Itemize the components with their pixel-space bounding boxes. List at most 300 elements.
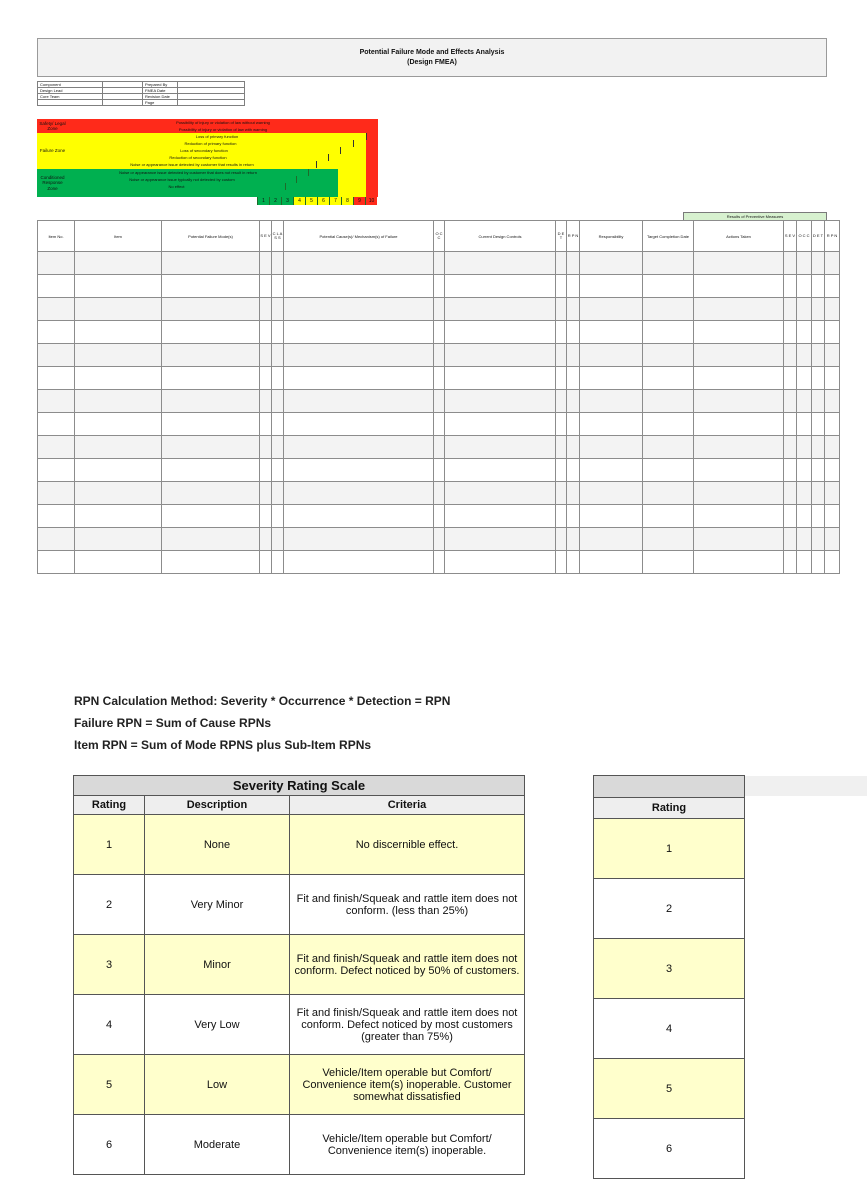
table-cell[interactable] <box>797 482 812 505</box>
table-cell[interactable] <box>75 252 162 275</box>
table-cell[interactable] <box>434 528 445 551</box>
table-cell[interactable] <box>797 413 812 436</box>
table-cell[interactable] <box>445 528 556 551</box>
severity-number: 1 <box>257 197 269 205</box>
table-cell[interactable] <box>643 321 694 344</box>
table-cell[interactable] <box>567 528 580 551</box>
table-cell[interactable] <box>643 505 694 528</box>
table-cell[interactable] <box>643 482 694 505</box>
table-cell[interactable] <box>260 505 272 528</box>
table-cell[interactable] <box>567 344 580 367</box>
table-cell[interactable] <box>556 482 567 505</box>
table-cell[interactable] <box>580 252 643 275</box>
table-cell[interactable] <box>812 252 825 275</box>
table-cell[interactable] <box>260 459 272 482</box>
table-cell[interactable] <box>38 528 75 551</box>
second-scale-rating: 2 <box>594 879 745 939</box>
table-cell[interactable] <box>812 551 825 574</box>
table-cell[interactable] <box>567 298 580 321</box>
severity-scale-row <box>74 1115 525 1175</box>
table-cell[interactable] <box>825 344 840 367</box>
table-cell[interactable] <box>434 459 445 482</box>
table-cell[interactable] <box>812 321 825 344</box>
table-cell[interactable] <box>694 275 784 298</box>
table-row <box>38 482 840 505</box>
table-cell[interactable] <box>812 528 825 551</box>
table-cell[interactable] <box>272 321 284 344</box>
table-cell[interactable] <box>643 275 694 298</box>
table-cell[interactable] <box>445 252 556 275</box>
table-cell[interactable] <box>556 367 567 390</box>
table-cell[interactable] <box>556 321 567 344</box>
table-cell[interactable] <box>162 344 260 367</box>
table-cell[interactable] <box>797 436 812 459</box>
table-cell[interactable] <box>434 436 445 459</box>
second-scale-rating: 5 <box>594 1059 745 1119</box>
table-cell[interactable] <box>75 390 162 413</box>
table-cell[interactable] <box>38 344 75 367</box>
table-cell[interactable] <box>434 505 445 528</box>
table-cell[interactable] <box>694 413 784 436</box>
table-cell[interactable] <box>567 551 580 574</box>
table-cell[interactable] <box>556 413 567 436</box>
table-cell[interactable] <box>797 298 812 321</box>
severity-bar-3: Noise or appearance issue detected by customer that does not result in return <box>68 169 309 176</box>
table-cell[interactable] <box>162 252 260 275</box>
table-cell[interactable] <box>694 321 784 344</box>
col-det: D E T <box>556 221 567 252</box>
severity-number: 9 <box>353 197 365 205</box>
table-cell[interactable] <box>580 344 643 367</box>
table-cell[interactable] <box>284 252 434 275</box>
severity-number: 10 <box>365 197 377 205</box>
rpn-notes <box>74 690 450 756</box>
table-cell[interactable] <box>643 528 694 551</box>
table-cell[interactable] <box>272 551 284 574</box>
table-cell[interactable] <box>556 459 567 482</box>
table-cell[interactable] <box>272 275 284 298</box>
table-cell[interactable] <box>556 551 567 574</box>
table-row <box>38 551 840 574</box>
table-cell[interactable] <box>580 321 643 344</box>
table-cell[interactable] <box>784 275 797 298</box>
table-cell[interactable] <box>643 413 694 436</box>
table-cell[interactable] <box>567 321 580 344</box>
table-cell[interactable] <box>284 505 434 528</box>
table-cell[interactable] <box>75 275 162 298</box>
table-row <box>38 413 840 436</box>
table-cell[interactable] <box>445 367 556 390</box>
table-cell[interactable] <box>38 390 75 413</box>
table-cell[interactable] <box>825 321 840 344</box>
severity-rating: 1 <box>74 815 145 875</box>
table-cell[interactable] <box>825 252 840 275</box>
severity-criteria: Vehicle/Item operable but Comfort/ Convenience item(s) inoperable. Customer somewhat dissatisfied <box>290 1055 525 1115</box>
table-cell[interactable] <box>434 275 445 298</box>
table-cell[interactable] <box>825 505 840 528</box>
table-cell[interactable] <box>643 344 694 367</box>
table-cell[interactable] <box>643 298 694 321</box>
table-cell[interactable] <box>580 413 643 436</box>
table-cell[interactable] <box>284 275 434 298</box>
table-cell[interactable] <box>784 528 797 551</box>
col-responsibility: Responsibility <box>580 221 643 252</box>
table-cell[interactable] <box>162 551 260 574</box>
table-cell[interactable] <box>260 482 272 505</box>
table-cell[interactable] <box>812 459 825 482</box>
table-cell[interactable] <box>694 528 784 551</box>
table-cell[interactable] <box>38 436 75 459</box>
table-cell[interactable] <box>643 436 694 459</box>
table-cell[interactable] <box>812 298 825 321</box>
table-cell[interactable] <box>38 459 75 482</box>
table-cell[interactable] <box>556 298 567 321</box>
table-cell[interactable] <box>556 505 567 528</box>
table-cell[interactable] <box>38 252 75 275</box>
severity-description: Very Low <box>145 995 290 1055</box>
table-cell[interactable] <box>38 321 75 344</box>
table-cell[interactable] <box>580 551 643 574</box>
table-cell[interactable] <box>580 390 643 413</box>
table-cell[interactable] <box>434 252 445 275</box>
table-cell[interactable] <box>284 436 434 459</box>
table-row <box>38 252 840 275</box>
table-cell[interactable] <box>812 413 825 436</box>
col-failure-mode: Potential Failure Mode(s) <box>162 221 260 252</box>
table-cell[interactable] <box>272 413 284 436</box>
table-cell[interactable] <box>784 551 797 574</box>
table-cell[interactable] <box>445 344 556 367</box>
table-cell[interactable] <box>556 275 567 298</box>
table-cell[interactable] <box>284 413 434 436</box>
table-cell[interactable] <box>812 275 825 298</box>
table-cell[interactable] <box>75 413 162 436</box>
table-cell[interactable] <box>784 390 797 413</box>
table-cell[interactable] <box>272 459 284 482</box>
table-cell[interactable] <box>556 436 567 459</box>
table-cell[interactable] <box>556 344 567 367</box>
table-cell[interactable] <box>784 344 797 367</box>
table-cell[interactable] <box>797 344 812 367</box>
severity-bar-10: Possibility of injury or violation of law without warning <box>176 120 270 125</box>
table-cell[interactable] <box>284 528 434 551</box>
table-cell[interactable] <box>434 367 445 390</box>
table-cell[interactable] <box>434 390 445 413</box>
severity-bar-9: Possibility of injury or violation of law with warning <box>178 127 268 132</box>
table-row <box>38 505 840 528</box>
table-cell[interactable] <box>260 436 272 459</box>
table-cell[interactable] <box>272 436 284 459</box>
table-cell[interactable] <box>445 390 556 413</box>
table-cell[interactable] <box>784 413 797 436</box>
table-cell[interactable] <box>643 367 694 390</box>
severity-number: 8 <box>341 197 353 205</box>
table-cell[interactable] <box>797 252 812 275</box>
severity-scale-header-description: Description <box>145 796 290 815</box>
table-cell[interactable] <box>284 298 434 321</box>
table-cell[interactable] <box>797 459 812 482</box>
table-cell[interactable] <box>445 482 556 505</box>
table-cell[interactable] <box>434 482 445 505</box>
severity-bar-1: No effect <box>68 183 286 190</box>
table-cell[interactable] <box>75 528 162 551</box>
table-cell[interactable] <box>260 298 272 321</box>
table-cell[interactable] <box>75 298 162 321</box>
severity-bar-8: Loss of primary function <box>68 133 367 140</box>
table-cell[interactable] <box>162 367 260 390</box>
col-cause: Potential Cause(s)/ Mechanism(s) of Failure <box>284 221 434 252</box>
table-cell[interactable] <box>162 321 260 344</box>
table-cell[interactable] <box>272 367 284 390</box>
table-cell[interactable] <box>812 390 825 413</box>
table-cell[interactable] <box>694 459 784 482</box>
table-cell[interactable] <box>162 436 260 459</box>
table-cell[interactable] <box>797 505 812 528</box>
table-cell[interactable] <box>284 367 434 390</box>
severity-description: Minor <box>145 935 290 995</box>
table-cell[interactable] <box>162 528 260 551</box>
rpn-note-calculation: RPN Calculation Method: Severity * Occurrence * Detection = RPN <box>74 694 451 708</box>
table-cell[interactable] <box>162 459 260 482</box>
table-cell[interactable] <box>38 413 75 436</box>
zone-conditioned-response: Conditioned Response Zone <box>37 169 68 197</box>
col-target-date: Target Completion Date <box>643 221 694 252</box>
table-cell[interactable] <box>272 298 284 321</box>
table-cell[interactable] <box>434 321 445 344</box>
table-cell[interactable] <box>580 275 643 298</box>
rpn-note-failure: Failure RPN = Sum of Cause RPNs <box>74 716 272 730</box>
table-cell[interactable] <box>580 298 643 321</box>
table-cell[interactable] <box>284 459 434 482</box>
adjacent-scale-strip <box>744 776 867 796</box>
table-cell[interactable] <box>567 459 580 482</box>
col-item: Item <box>75 221 162 252</box>
table-cell[interactable] <box>694 390 784 413</box>
table-cell[interactable] <box>556 252 567 275</box>
table-cell[interactable] <box>260 321 272 344</box>
table-cell[interactable] <box>694 252 784 275</box>
severity-scale-row <box>74 815 525 875</box>
table-cell[interactable] <box>75 367 162 390</box>
table-cell[interactable] <box>784 459 797 482</box>
table-cell[interactable] <box>38 551 75 574</box>
table-cell[interactable] <box>567 367 580 390</box>
table-cell[interactable] <box>272 528 284 551</box>
severity-rating: 3 <box>74 935 145 995</box>
table-cell[interactable] <box>434 298 445 321</box>
severity-scale-row <box>74 1055 525 1115</box>
table-cell[interactable] <box>162 298 260 321</box>
severity-description: Very Minor <box>145 875 290 935</box>
table-cell[interactable] <box>272 252 284 275</box>
severity-number: 6 <box>317 197 329 205</box>
table-cell[interactable] <box>162 275 260 298</box>
table-cell[interactable] <box>643 459 694 482</box>
severity-bar-5: Reduction of secondary function <box>68 154 329 161</box>
table-cell[interactable] <box>38 367 75 390</box>
table-cell[interactable] <box>445 321 556 344</box>
table-cell[interactable] <box>567 252 580 275</box>
table-cell[interactable] <box>556 528 567 551</box>
table-cell[interactable] <box>162 505 260 528</box>
table-cell[interactable] <box>162 482 260 505</box>
table-cell[interactable] <box>797 367 812 390</box>
info-label-design-lead: Design Lead <box>38 88 103 94</box>
second-scale-header-rating: Rating <box>594 798 745 819</box>
table-cell[interactable] <box>694 367 784 390</box>
severity-scale-row <box>74 935 525 995</box>
table-cell[interactable] <box>825 482 840 505</box>
table-cell[interactable] <box>260 528 272 551</box>
table-cell[interactable] <box>75 482 162 505</box>
info-label-page: Page <box>143 100 178 106</box>
table-cell[interactable] <box>445 275 556 298</box>
table-cell[interactable] <box>825 298 840 321</box>
table-cell[interactable] <box>38 482 75 505</box>
table-cell[interactable] <box>434 413 445 436</box>
table-cell[interactable] <box>567 413 580 436</box>
table-cell[interactable] <box>784 367 797 390</box>
table-cell[interactable] <box>567 390 580 413</box>
table-cell[interactable] <box>580 436 643 459</box>
table-cell[interactable] <box>75 505 162 528</box>
table-cell[interactable] <box>784 321 797 344</box>
table-cell[interactable] <box>580 528 643 551</box>
table-cell[interactable] <box>284 551 434 574</box>
table-cell[interactable] <box>567 482 580 505</box>
table-cell[interactable] <box>825 459 840 482</box>
table-cell[interactable] <box>825 275 840 298</box>
table-cell[interactable] <box>75 459 162 482</box>
info-value-page[interactable] <box>178 100 245 106</box>
table-cell[interactable] <box>825 551 840 574</box>
table-cell[interactable] <box>434 344 445 367</box>
table-cell[interactable] <box>75 551 162 574</box>
form-subtitle: (Design FMEA) <box>407 58 457 66</box>
table-cell[interactable] <box>556 390 567 413</box>
table-cell[interactable] <box>75 321 162 344</box>
table-cell[interactable] <box>445 298 556 321</box>
severity-criteria: Vehicle/Item operable but Comfort/ Convenience item(s) inoperable. <box>290 1115 525 1175</box>
table-cell[interactable] <box>580 367 643 390</box>
table-cell[interactable] <box>567 505 580 528</box>
table-cell[interactable] <box>162 390 260 413</box>
table-cell[interactable] <box>825 436 840 459</box>
table-cell[interactable] <box>260 252 272 275</box>
col-rpn: R P N <box>567 221 580 252</box>
info-label-revision-date: Revision Date <box>143 94 178 100</box>
table-cell[interactable] <box>567 436 580 459</box>
table-cell[interactable] <box>434 551 445 574</box>
table-cell[interactable] <box>643 390 694 413</box>
table-cell[interactable] <box>784 252 797 275</box>
table-cell[interactable] <box>272 505 284 528</box>
table-cell[interactable] <box>784 436 797 459</box>
table-cell[interactable] <box>784 505 797 528</box>
table-cell[interactable] <box>825 390 840 413</box>
table-row <box>38 298 840 321</box>
table-cell[interactable] <box>694 298 784 321</box>
table-cell[interactable] <box>284 321 434 344</box>
table-cell[interactable] <box>38 505 75 528</box>
table-cell[interactable] <box>445 459 556 482</box>
table-cell[interactable] <box>643 551 694 574</box>
table-cell[interactable] <box>580 482 643 505</box>
table-cell[interactable] <box>580 505 643 528</box>
info-spacer <box>38 100 103 106</box>
table-cell[interactable] <box>694 505 784 528</box>
table-cell[interactable] <box>694 482 784 505</box>
table-cell[interactable] <box>75 344 162 367</box>
table-cell[interactable] <box>694 436 784 459</box>
table-cell[interactable] <box>38 275 75 298</box>
table-cell[interactable] <box>797 528 812 551</box>
table-cell[interactable] <box>812 482 825 505</box>
table-cell[interactable] <box>643 252 694 275</box>
table-cell[interactable] <box>284 390 434 413</box>
table-cell[interactable] <box>825 367 840 390</box>
table-cell[interactable] <box>812 505 825 528</box>
table-cell[interactable] <box>580 459 643 482</box>
severity-rating-scale <box>73 775 525 1175</box>
table-cell[interactable] <box>272 344 284 367</box>
table-cell[interactable] <box>445 551 556 574</box>
table-cell[interactable] <box>260 344 272 367</box>
table-cell[interactable] <box>162 413 260 436</box>
table-cell[interactable] <box>825 528 840 551</box>
severity-rating: 4 <box>74 995 145 1055</box>
table-cell[interactable] <box>272 482 284 505</box>
table-cell[interactable] <box>445 413 556 436</box>
table-cell[interactable] <box>797 321 812 344</box>
table-cell[interactable] <box>75 436 162 459</box>
severity-number: 7 <box>329 197 341 205</box>
table-cell[interactable] <box>567 275 580 298</box>
table-cell[interactable] <box>797 551 812 574</box>
table-cell[interactable] <box>694 551 784 574</box>
table-cell[interactable] <box>260 413 272 436</box>
table-cell[interactable] <box>284 344 434 367</box>
table-cell[interactable] <box>445 436 556 459</box>
table-cell[interactable] <box>812 367 825 390</box>
info-label-fmea-date: FMEA Date <box>143 88 178 94</box>
table-cell[interactable] <box>784 298 797 321</box>
severity-description: None <box>145 815 290 875</box>
table-cell[interactable] <box>825 413 840 436</box>
severity-criteria: Fit and finish/Squeak and rattle item does not conform. (less than 25%) <box>290 875 525 935</box>
table-cell[interactable] <box>260 390 272 413</box>
table-cell[interactable] <box>38 298 75 321</box>
table-cell[interactable] <box>812 436 825 459</box>
severity-scale-header-criteria: Criteria <box>290 796 525 815</box>
table-cell[interactable] <box>284 482 434 505</box>
table-row <box>38 436 840 459</box>
table-cell[interactable] <box>445 505 556 528</box>
table-cell[interactable] <box>694 344 784 367</box>
severity-number: 4 <box>293 197 305 205</box>
table-cell[interactable] <box>812 344 825 367</box>
table-cell[interactable] <box>784 482 797 505</box>
info-label-core-team: Core Team <box>38 94 103 100</box>
table-row <box>38 528 840 551</box>
severity-number: 3 <box>281 197 293 205</box>
table-cell[interactable] <box>260 551 272 574</box>
table-cell[interactable] <box>272 390 284 413</box>
table-cell[interactable] <box>260 367 272 390</box>
table-cell[interactable] <box>797 390 812 413</box>
table-cell[interactable] <box>260 275 272 298</box>
table-cell[interactable] <box>797 275 812 298</box>
